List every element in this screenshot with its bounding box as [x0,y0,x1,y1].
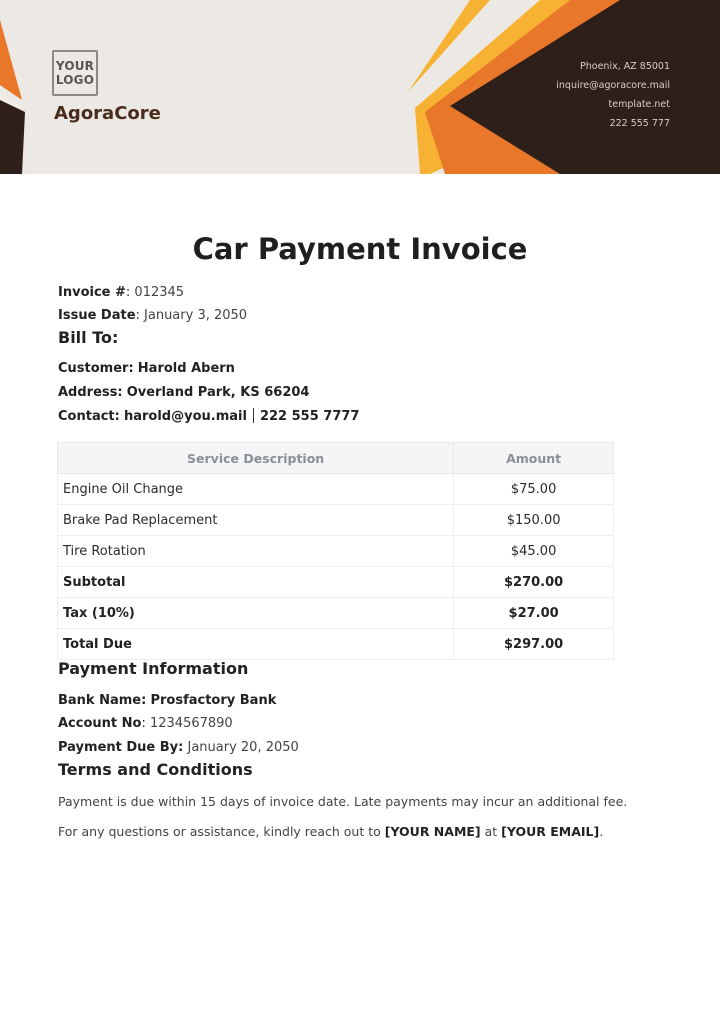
contact-label: Contact: [58,409,120,424]
bank-name-line [58,693,276,708]
column-header-amount: Amount [454,443,614,474]
payment-due-value: January 20, 2050 [187,740,299,755]
invoice-number-label: Invoice # [58,285,126,300]
account-number-line: Account No: 1234567890 [58,716,233,731]
service-amount: $45.00 [454,536,614,567]
service-description: Tire Rotation [58,536,454,567]
bank-name-label: Bank Name: [58,693,147,708]
bank-name-value: Prosfactory Bank [150,693,277,708]
logo-line-2: LOGO [55,73,95,87]
page-title: Car Payment Invoice [192,232,528,266]
total-due-amount: $297.00 [454,629,614,660]
contact-line [58,408,359,424]
terms-line-2-prefix: For any questions or assistance, kindly reach out to [58,824,385,839]
payment-due-line [58,740,299,755]
your-name-placeholder: [YOUR NAME] [384,824,481,839]
services-table [57,442,614,660]
invoice-header [0,0,720,174]
separator [253,408,254,423]
your-email-placeholder: [YOUR EMAIL] [501,824,600,839]
company-name: AgoraCore [54,103,161,124]
service-description: Brake Pad Replacement [58,505,454,536]
company-address: Phoenix, AZ 85001 [580,61,670,72]
payment-due-label: Payment Due By: [58,740,184,755]
company-contact [556,57,670,133]
issue-date-label: Issue Date [58,308,136,323]
account-number-value: 1234567890 [149,716,233,731]
subtotal-label: Subtotal [58,567,454,598]
terms-line-2-suffix: . [599,824,604,839]
issue-date: Issue Date: January 3, 2050 [58,308,248,323]
invoice-number-value: 012345 [134,285,185,300]
tax-amount: $27.00 [454,598,614,629]
company-email: inquire@agoracore.mail [556,80,670,91]
logo-line-1: YOUR [55,59,95,73]
service-amount: $75.00 [454,474,614,505]
column-header-description: Service Description [58,443,454,474]
total-due-label: Total Due [58,629,454,660]
customer-line [58,361,235,376]
table-row [58,536,614,567]
tax-label: Tax (10%) [58,598,454,629]
table-header-row [58,443,614,474]
table-row [58,505,614,536]
service-amount: $150.00 [454,505,614,536]
company-phone: 222 555 777 [609,118,670,129]
address-label: Address: [58,385,123,400]
payment-info-heading: Payment Information [58,659,249,678]
terms-line-2-mid: at [480,824,502,839]
account-number-label: Account No [58,716,142,731]
logo-placeholder [52,50,98,96]
customer-value: Harold Abern [137,361,235,376]
contact-email: harold@you.mail [123,409,247,424]
company-website: template.net [608,99,670,110]
address-value: Overland Park, KS 66204 [126,385,310,400]
subtotal-row [58,567,614,598]
service-description: Engine Oil Change [58,474,454,505]
subtotal-amount: $270.00 [454,567,614,598]
terms-heading: Terms and Conditions [58,760,253,779]
contact-phone: 222 555 7777 [259,409,360,424]
terms-line-1: Payment is due within 15 days of invoice date. Late payments may incur an additional fee. [58,794,628,809]
terms-line-2 [58,824,603,839]
table-row [58,474,614,505]
address-line [58,385,309,400]
issue-date-value: January 3, 2050 [144,308,248,323]
tax-row [58,598,614,629]
total-due-row [58,629,614,660]
invoice-number: Invoice #: 012345 [58,285,185,300]
bill-to-heading: Bill To: [58,328,119,347]
customer-label: Customer: [58,361,134,376]
